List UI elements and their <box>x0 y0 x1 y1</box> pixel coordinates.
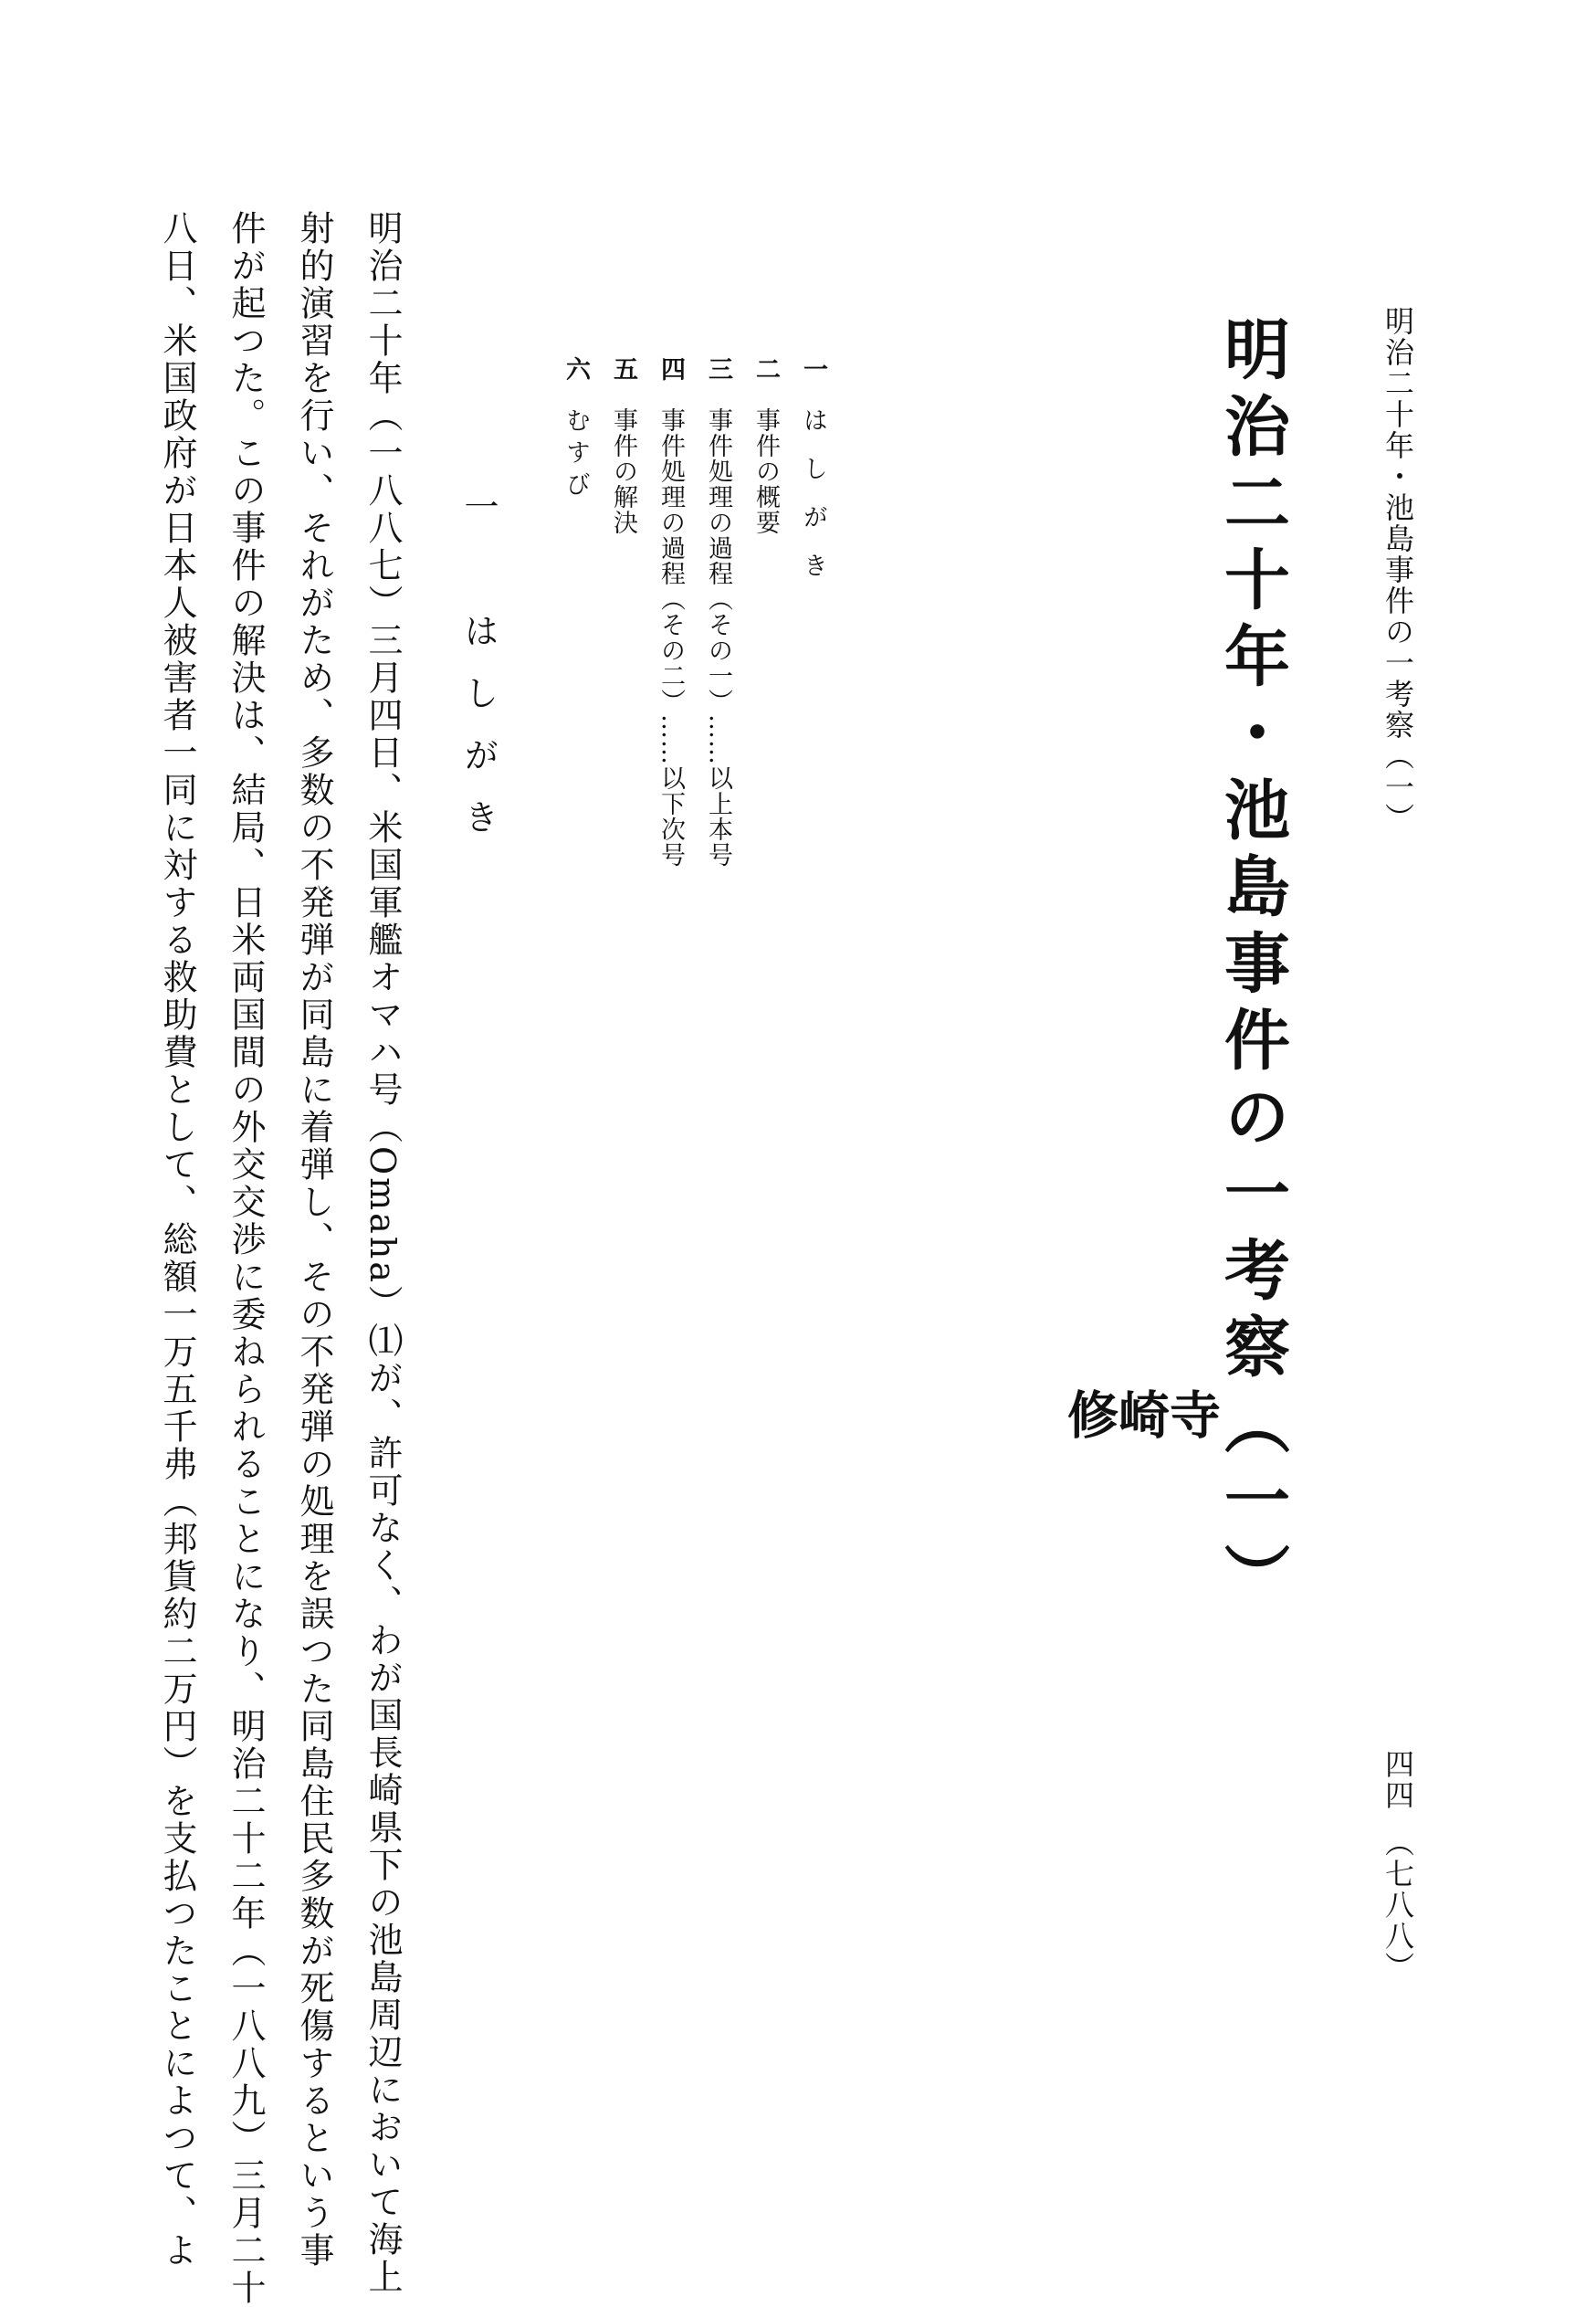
toc-item <box>563 356 588 503</box>
body-text-column: 八日、米国政府が日本人被害者一同に対する救助費として、総額一万五千弗（邦貨約二万円）を支払つたことによつて、よ <box>157 210 197 2270</box>
section-heading: 一 はしがき <box>458 489 499 861</box>
toc-item-text: 事件の解決 <box>609 407 637 535</box>
toc-item-number: 五 <box>609 356 637 382</box>
table-of-contents <box>562 356 835 995</box>
page-number: 四四 （七八八） <box>1381 1749 1415 1983</box>
toc-item <box>801 356 825 601</box>
toc-item <box>753 356 778 535</box>
toc-item-text: 事件の概要 <box>751 407 780 535</box>
author-name <box>1059 1388 1222 1567</box>
toc-item-text: 事件処理の過程（その二）……以下次号 <box>656 407 685 868</box>
toc-item-text: はしがき <box>799 407 827 601</box>
author-char: 寺 <box>1161 1388 1222 1439</box>
toc-item-number: 四 <box>656 356 685 382</box>
toc-item-number: 六 <box>562 356 590 382</box>
body-text-column: 明治二十年（一八八七）三月四日、米国軍艦オマハ号（Omaha）⑴が、許可なく、わが国長崎県下の池島周辺において海上 <box>362 210 403 2296</box>
author-char: 崎 <box>1110 1388 1171 1439</box>
toc-item-number: 一 <box>799 356 827 382</box>
toc-item-text: むすび <box>562 407 590 503</box>
body-text-column: 射的演習を行い、それがため、多数の不発弾が同島に着弾し、その不発弾の処理を誤つた同島住民多数が死傷するという事 <box>294 210 334 2270</box>
toc-item-number: 二 <box>751 356 780 382</box>
toc-item-text: 事件処理の過程（その一）……以上本号 <box>704 407 732 868</box>
toc-item-number: 三 <box>704 356 732 382</box>
toc-item <box>658 356 683 868</box>
toc-item <box>611 356 635 535</box>
toc-item <box>706 356 730 868</box>
running-header: 明治二十年・池島事件の一考察（一） <box>1381 306 1415 834</box>
article-title: 明治二十年・池島事件の一考察（一） <box>1213 315 1291 1619</box>
body-text-column: 件が起つた。この事件の解決は、結局、日米両国間の外交交渉に委ねられることになり、明治二十二年（一八八九）三月二十 <box>226 210 266 2307</box>
author-char: 修 <box>1059 1388 1119 1439</box>
